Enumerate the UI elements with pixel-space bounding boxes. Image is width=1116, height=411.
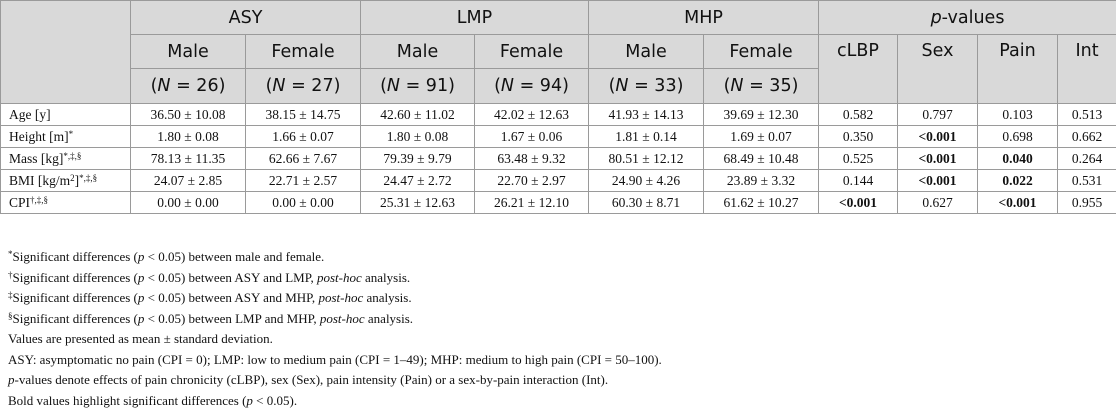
- header-mhp-male: Male: [589, 35, 704, 69]
- cell-mhp-female: 61.62 ± 10.27: [704, 192, 819, 214]
- cell-p-clbp: 0.144: [819, 170, 898, 192]
- table-row-cpi: [1, 192, 1116, 214]
- cell-asy-male: 1.80 ± 0.08: [131, 126, 246, 148]
- header-lmp-male: Male: [361, 35, 475, 69]
- cell-p-pain: 0.698: [978, 126, 1058, 148]
- cell-p-sex: 0.797: [898, 104, 978, 126]
- cell-p-pain: 0.022: [978, 170, 1058, 192]
- header-int: Int: [1058, 35, 1116, 104]
- row-label: Age [y]: [1, 104, 131, 126]
- cell-mhp-female: 39.69 ± 12.30: [704, 104, 819, 126]
- cell-lmp-male: 79.39 ± 9.79: [361, 148, 475, 170]
- table-row-height: [1, 126, 1116, 148]
- cell-mhp-male: 80.51 ± 12.12: [589, 148, 704, 170]
- footnote-lmp-mhp: §Significant differences (p < 0.05) between LMP and MHP, post-hoc analysis.: [8, 309, 662, 330]
- cell-p-clbp: <0.001: [819, 192, 898, 214]
- header-asy-male: Male: [131, 35, 246, 69]
- cell-p-sex: <0.001: [898, 126, 978, 148]
- cell-mhp-female: 68.49 ± 10.48: [704, 148, 819, 170]
- table-footnotes: [8, 247, 662, 411]
- cell-lmp-male: 24.47 ± 2.72: [361, 170, 475, 192]
- footnote-asy-mhp: ‡Significant differences (p < 0.05) between ASY and MHP, post-hoc analysis.: [8, 288, 662, 309]
- header-p-values: [819, 1, 1116, 35]
- cell-p-clbp: 0.525: [819, 148, 898, 170]
- cell-mhp-female: 1.69 ± 0.07: [704, 126, 819, 148]
- footnote-values: Values are presented as mean ± standard deviation.: [8, 329, 662, 350]
- header-mhp: MHP: [589, 1, 819, 35]
- header-lmp-female: Female: [475, 35, 589, 69]
- cell-p-sex: 0.627: [898, 192, 978, 214]
- cell-lmp-female: 1.67 ± 0.06: [475, 126, 589, 148]
- header-p-letter: p: [931, 8, 942, 28]
- cell-p-sex: <0.001: [898, 148, 978, 170]
- header-asy-female: Female: [246, 35, 361, 69]
- header-pain: Pain: [978, 35, 1058, 104]
- table-row-age: [1, 104, 1116, 126]
- cell-asy-male: 24.07 ± 2.85: [131, 170, 246, 192]
- cell-asy-male: 0.00 ± 0.00: [131, 192, 246, 214]
- cell-asy-female: 62.66 ± 7.67: [246, 148, 361, 170]
- n-asy-male: (N = 26): [131, 69, 246, 104]
- cell-p-int: 0.513: [1058, 104, 1116, 126]
- cell-lmp-female: 63.48 ± 9.32: [475, 148, 589, 170]
- cell-mhp-male: 41.93 ± 14.13: [589, 104, 704, 126]
- cell-asy-female: 22.71 ± 2.57: [246, 170, 361, 192]
- cell-p-pain: 0.103: [978, 104, 1058, 126]
- cell-p-clbp: 0.582: [819, 104, 898, 126]
- row-label: BMI $[kg/m^2]^{*,\ddagger,\S}$: [1, 170, 131, 192]
- cell-p-pain: <0.001: [978, 192, 1058, 214]
- cell-lmp-male: 25.31 ± 12.63: [361, 192, 475, 214]
- n-lmp-male: (N = 91): [361, 69, 475, 104]
- n-asy-female: (N = 27): [246, 69, 361, 104]
- table-row-mass: [1, 148, 1116, 170]
- n-mhp-male: (N = 33): [589, 69, 704, 104]
- header-values-suffix: -values: [942, 8, 1005, 28]
- row-label: Height [m]*: [1, 126, 131, 148]
- cell-asy-female: 38.15 ± 14.75: [246, 104, 361, 126]
- cell-lmp-male: 42.60 ± 11.02: [361, 104, 475, 126]
- cell-p-pain: 0.040: [978, 148, 1058, 170]
- cell-p-sex: <0.001: [898, 170, 978, 192]
- cell-mhp-female: 23.89 ± 3.32: [704, 170, 819, 192]
- cell-mhp-male: 60.30 ± 8.71: [589, 192, 704, 214]
- cell-p-clbp: 0.350: [819, 126, 898, 148]
- footnote-asy-lmp: †Significant differences (p < 0.05) between ASY and LMP, post-hoc analysis.: [8, 268, 662, 289]
- n-mhp-female: (N = 35): [704, 69, 819, 104]
- row-label: Mass [kg]*,‡,§: [1, 148, 131, 170]
- cell-asy-male: 36.50 ± 10.08: [131, 104, 246, 126]
- table-row-bmi: [1, 170, 1116, 192]
- cell-asy-female: 1.66 ± 0.07: [246, 126, 361, 148]
- footnote-sex: *Significant differences (p < 0.05) between male and female.: [8, 247, 662, 268]
- footnote-pvalues: p-values denote effects of pain chronicity (cLBP), sex (Sex), pain intensity (Pain) or a sex-by-pain interaction (Int).: [8, 370, 662, 391]
- cell-lmp-female: 42.02 ± 12.63: [475, 104, 589, 126]
- cell-p-int: 0.264: [1058, 148, 1116, 170]
- cell-lmp-female: 22.70 ± 2.97: [475, 170, 589, 192]
- header-sex: Sex: [898, 35, 978, 104]
- cell-asy-female: 0.00 ± 0.00: [246, 192, 361, 214]
- header-lmp: LMP: [361, 1, 589, 35]
- header-asy: ASY: [131, 1, 361, 35]
- header-corner: [1, 1, 131, 104]
- cell-lmp-male: 1.80 ± 0.08: [361, 126, 475, 148]
- cell-p-int: 0.531: [1058, 170, 1116, 192]
- header-mhp-female: Female: [704, 35, 819, 69]
- footnote-groups: ASY: asymptomatic no pain (CPI = 0); LMP: low to medium pain (CPI = 1–49); MHP: medium to high pain (CPI = 50–100).: [8, 350, 662, 371]
- footnote-bold: Bold values highlight significant differences (p < 0.05).: [8, 391, 662, 411]
- n-lmp-female: (N = 94): [475, 69, 589, 104]
- row-label: CPI†,‡,§: [1, 192, 131, 214]
- cell-p-int: 0.955: [1058, 192, 1116, 214]
- cell-lmp-female: 26.21 ± 12.10: [475, 192, 589, 214]
- cell-mhp-male: 24.90 ± 4.26: [589, 170, 704, 192]
- cell-asy-male: 78.13 ± 11.35: [131, 148, 246, 170]
- header-row-groups: [1, 1, 1116, 35]
- header-row-sub: [1, 35, 1116, 69]
- cell-mhp-male: 1.81 ± 0.14: [589, 126, 704, 148]
- cell-p-int: 0.662: [1058, 126, 1116, 148]
- header-clbp: cLBP: [819, 35, 898, 104]
